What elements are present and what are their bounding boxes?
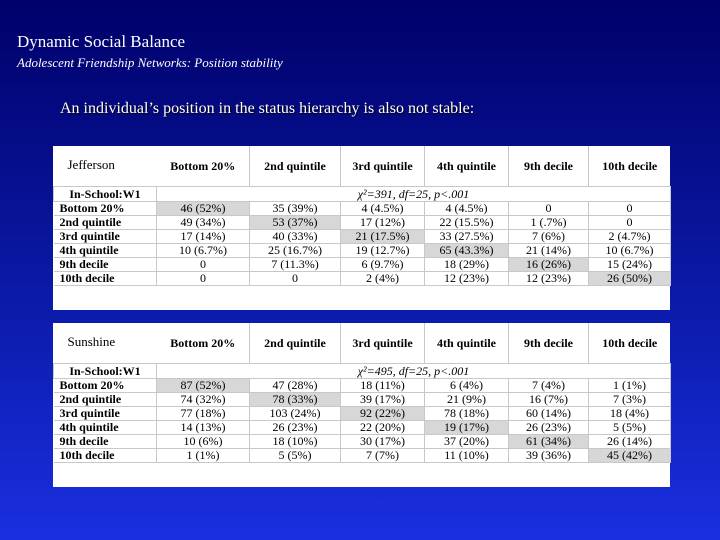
table-cell: 22 (20%) — [341, 421, 425, 435]
table-cell: 49 (34%) — [157, 216, 250, 230]
table-cell: 17 (12%) — [341, 216, 425, 230]
table-cell: 18 (29%) — [425, 258, 509, 272]
table-cell: 103 (24%) — [250, 407, 341, 421]
table-cell: 45 (42%) — [589, 449, 671, 463]
table-cell: 26 (23%) — [250, 421, 341, 435]
table-cell: 60 (14%) — [509, 407, 589, 421]
table-cell: 7 (6%) — [509, 230, 589, 244]
table-cell: 14 (13%) — [157, 421, 250, 435]
table-cell: 21 (9%) — [425, 393, 509, 407]
row-label: 4th quintile — [54, 244, 157, 258]
row-label: Bottom 20% — [54, 379, 157, 393]
table-cell: 1 (1%) — [589, 379, 671, 393]
col-header: 9th decile — [509, 146, 589, 187]
table-cell: 18 (11%) — [341, 379, 425, 393]
table-cell: 16 (7%) — [509, 393, 589, 407]
sunshine-table — [53, 323, 671, 463]
slide-subtitle: Adolescent Friendship Networks: Position stability — [17, 55, 283, 70]
table-cell: 53 (37%) — [250, 216, 341, 230]
table-cell: 22 (15.5%) — [425, 216, 509, 230]
row-label: 9th decile — [54, 258, 157, 272]
table-cell: 1 (.7%) — [509, 216, 589, 230]
col-header: Bottom 20% — [170, 335, 236, 350]
school-name: Sunshine — [67, 334, 116, 349]
table-cell: 7 (11.3%) — [250, 258, 341, 272]
row-label: Bottom 20% — [54, 202, 157, 216]
table-cell: 77 (18%) — [157, 407, 250, 421]
table-cell: 26 (14%) — [589, 435, 671, 449]
table-cell: 5 (5%) — [250, 449, 341, 463]
table-cell: 19 (17%) — [425, 421, 509, 435]
table-cell: 39 (17%) — [341, 393, 425, 407]
col-header: 2nd quintile — [250, 323, 341, 364]
row-header-label: In-School:W1 — [54, 364, 157, 379]
row-label: 3rd quintile — [54, 230, 157, 244]
col-header: 4th quintile — [425, 323, 509, 364]
table-cell: 35 (39%) — [250, 202, 341, 216]
chi-square-stats: χ²=495, df=25, p<.001 — [157, 364, 671, 379]
table-cell: 7 (7%) — [341, 449, 425, 463]
table-cell: 7 (4%) — [509, 379, 589, 393]
table-cell: 4 (4.5%) — [341, 202, 425, 216]
table-cell: 33 (27.5%) — [425, 230, 509, 244]
sunshine-table-panel — [53, 323, 670, 487]
table-cell: 6 (4%) — [425, 379, 509, 393]
table-cell: 74 (32%) — [157, 393, 250, 407]
table-cell: 0 — [157, 272, 250, 286]
row-label: 9th decile — [54, 435, 157, 449]
school-name: Jefferson — [67, 157, 115, 172]
col-header: 3rd quintile — [341, 323, 425, 364]
table-cell: 16 (26%) — [509, 258, 589, 272]
row-label: 10th decile — [54, 272, 157, 286]
table-cell: 87 (52%) — [157, 379, 250, 393]
col-header: 4th quintile — [425, 146, 509, 187]
table-cell: 21 (14%) — [509, 244, 589, 258]
table-cell: 12 (23%) — [425, 272, 509, 286]
table-cell: 10 (6%) — [157, 435, 250, 449]
table-cell: 61 (34%) — [509, 435, 589, 449]
chi-square-stats: χ²=391, df=25, p<.001 — [157, 187, 671, 202]
table-cell: 0 — [157, 258, 250, 272]
table-cell: 47 (28%) — [250, 379, 341, 393]
row-label: 10th decile — [54, 449, 157, 463]
jefferson-table — [53, 146, 671, 286]
table-cell: 46 (52%) — [157, 202, 250, 216]
table-cell: 78 (33%) — [250, 393, 341, 407]
table-cell: 40 (33%) — [250, 230, 341, 244]
table-cell: 26 (50%) — [589, 272, 671, 286]
jefferson-table-panel — [53, 146, 670, 310]
table-cell: 17 (14%) — [157, 230, 250, 244]
table-cell: 37 (20%) — [425, 435, 509, 449]
col-header: Bottom 20% — [170, 158, 236, 173]
table-cell: 78 (18%) — [425, 407, 509, 421]
table-cell: 0 — [250, 272, 341, 286]
table-cell: 0 — [509, 202, 589, 216]
table-cell: 4 (4.5%) — [425, 202, 509, 216]
table-cell: 1 (1%) — [157, 449, 250, 463]
table-cell: 21 (17.5%) — [341, 230, 425, 244]
table-cell: 5 (5%) — [589, 421, 671, 435]
slide-title: Dynamic Social Balance — [17, 32, 186, 51]
table-cell: 7 (3%) — [589, 393, 671, 407]
table-cell: 18 (4%) — [589, 407, 671, 421]
table-cell: 65 (43.3%) — [425, 244, 509, 258]
table-cell: 19 (12.7%) — [341, 244, 425, 258]
table-cell: 26 (23%) — [509, 421, 589, 435]
col-header: 9th decile — [509, 323, 589, 364]
table-cell: 12 (23%) — [509, 272, 589, 286]
table-cell: 0 — [589, 216, 671, 230]
col-header: 10th decile — [589, 146, 671, 187]
lead-text: An individual’s position in the status hierarchy is also not stable: — [60, 100, 475, 117]
row-label: 2nd quintile — [54, 216, 157, 230]
col-header: 3rd quintile — [341, 146, 425, 187]
table-cell: 6 (9.7%) — [341, 258, 425, 272]
table-cell: 10 (6.7%) — [157, 244, 250, 258]
row-label: 3rd quintile — [54, 407, 157, 421]
table-cell: 39 (36%) — [509, 449, 589, 463]
table-cell: 25 (16.7%) — [250, 244, 341, 258]
row-label: 2nd quintile — [54, 393, 157, 407]
table-cell: 0 — [589, 202, 671, 216]
row-label: 4th quintile — [54, 421, 157, 435]
table-cell: 2 (4.7%) — [589, 230, 671, 244]
col-header: 10th decile — [589, 323, 671, 364]
table-cell: 18 (10%) — [250, 435, 341, 449]
col-header: 2nd quintile — [250, 146, 341, 187]
table-cell: 15 (24%) — [589, 258, 671, 272]
table-cell: 11 (10%) — [425, 449, 509, 463]
table-cell: 92 (22%) — [341, 407, 425, 421]
table-cell: 2 (4%) — [341, 272, 425, 286]
table-cell: 10 (6.7%) — [589, 244, 671, 258]
table-cell: 30 (17%) — [341, 435, 425, 449]
row-header-label: In-School:W1 — [54, 187, 157, 202]
